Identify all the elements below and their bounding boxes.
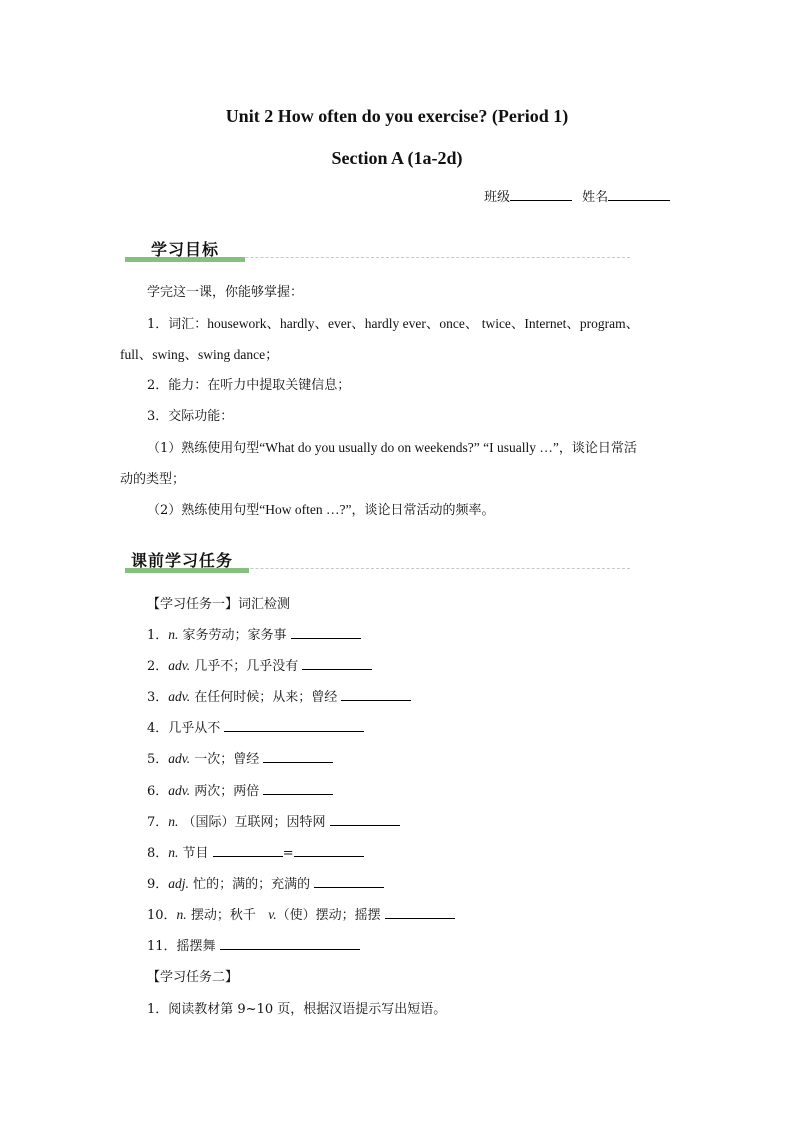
vocab-item: 1．n. 家务劳动；家务事 (147, 624, 361, 643)
vocab-item: 4．几乎从不 (147, 717, 364, 736)
class-label: 班级 (484, 190, 511, 205)
vocab-label: 1．词汇： (147, 317, 208, 332)
task1-title: 【学习任务一】词汇检测 (147, 597, 291, 612)
vocab-item: 9．adj. 忙的；满的；充满的 (147, 873, 384, 892)
page-title: Unit 2 How often do you exercise? (Period 1) (225, 106, 569, 126)
goals-item-communication: 3．交际功能： (147, 409, 234, 424)
goals-item-vocab (147, 312, 639, 332)
goals-item-pattern-1-cont: 动的类型； (120, 472, 186, 487)
section-heading-text: 学习目标 (151, 240, 220, 259)
vocab-words-cont: full、swing、swing dance； (120, 347, 279, 362)
section-heading-goals (125, 234, 630, 262)
vocab-item: 6．adv. 两次；两倍 (147, 780, 333, 799)
vocab-item: 5．adv. 一次；曾经 (147, 748, 333, 767)
answer-blank[interactable] (330, 811, 400, 826)
goals-item-pattern-2 (147, 499, 495, 518)
answer-blank[interactable] (291, 624, 361, 639)
vocab-item: 8．n. 节目 = (147, 842, 364, 861)
vocab-words: housework、hardly、ever、hardly ever、once、 twice、Internet、program、 (207, 316, 640, 331)
pattern-1-label: （1）熟练使用句型 (147, 441, 260, 456)
class-blank (510, 186, 572, 201)
answer-blank[interactable] (294, 842, 364, 857)
section-heading-pretask (125, 545, 630, 573)
pattern-2-desc: ，谈论日常活动的频率。 (351, 503, 495, 518)
class-name-fields (484, 186, 670, 205)
section-heading-text: 课前学习任务 (131, 551, 234, 570)
goals-item-ability: 2．能力：在听力中提取关键信息； (147, 378, 351, 393)
vocab-item: 11．摇摆舞 (147, 935, 360, 954)
answer-blank[interactable] (220, 935, 360, 950)
vocab-item: 7．n. （国际）互联网；因特网 (147, 811, 400, 830)
answer-blank[interactable] (302, 655, 372, 670)
answer-blank[interactable] (341, 686, 411, 701)
answer-blank[interactable] (385, 904, 455, 919)
pattern-1-sentence: “What do you usually do on weekends?” “I usually …” (259, 440, 559, 455)
pattern-2-label: （2）熟练使用句型 (147, 503, 260, 518)
task2-item: 1．阅读教材第 9~10 页，根据汉语提示写出短语。 (147, 1002, 447, 1017)
answer-blank[interactable] (224, 717, 364, 732)
name-blank (608, 186, 670, 201)
answer-blank[interactable] (263, 748, 333, 763)
task2-title: 【学习任务二】 (147, 970, 239, 985)
answer-blank[interactable] (263, 780, 333, 795)
answer-blank[interactable] (213, 842, 283, 857)
goals-intro: 学完这一课，你能够掌握： (147, 285, 304, 300)
pattern-1-desc: ，谈论日常活 (558, 441, 637, 456)
goals-item-vocab-cont (120, 343, 279, 363)
answer-blank[interactable] (314, 873, 384, 888)
vocab-item: 3．adv. 在任何时候；从来；曾经 (147, 686, 411, 705)
name-label: 姓名 (582, 190, 609, 205)
vocab-item: 2．adv. 几乎不；几乎没有 (147, 655, 372, 674)
vocab-item: 10．n. 摆动；秋千 v.（使）摆动；摇摆 (147, 904, 455, 923)
pattern-2-sentence: “How often …?” (259, 502, 352, 517)
goals-item-pattern-1 (147, 437, 637, 456)
page-subtitle: Section A (1a-2d) (331, 148, 463, 168)
